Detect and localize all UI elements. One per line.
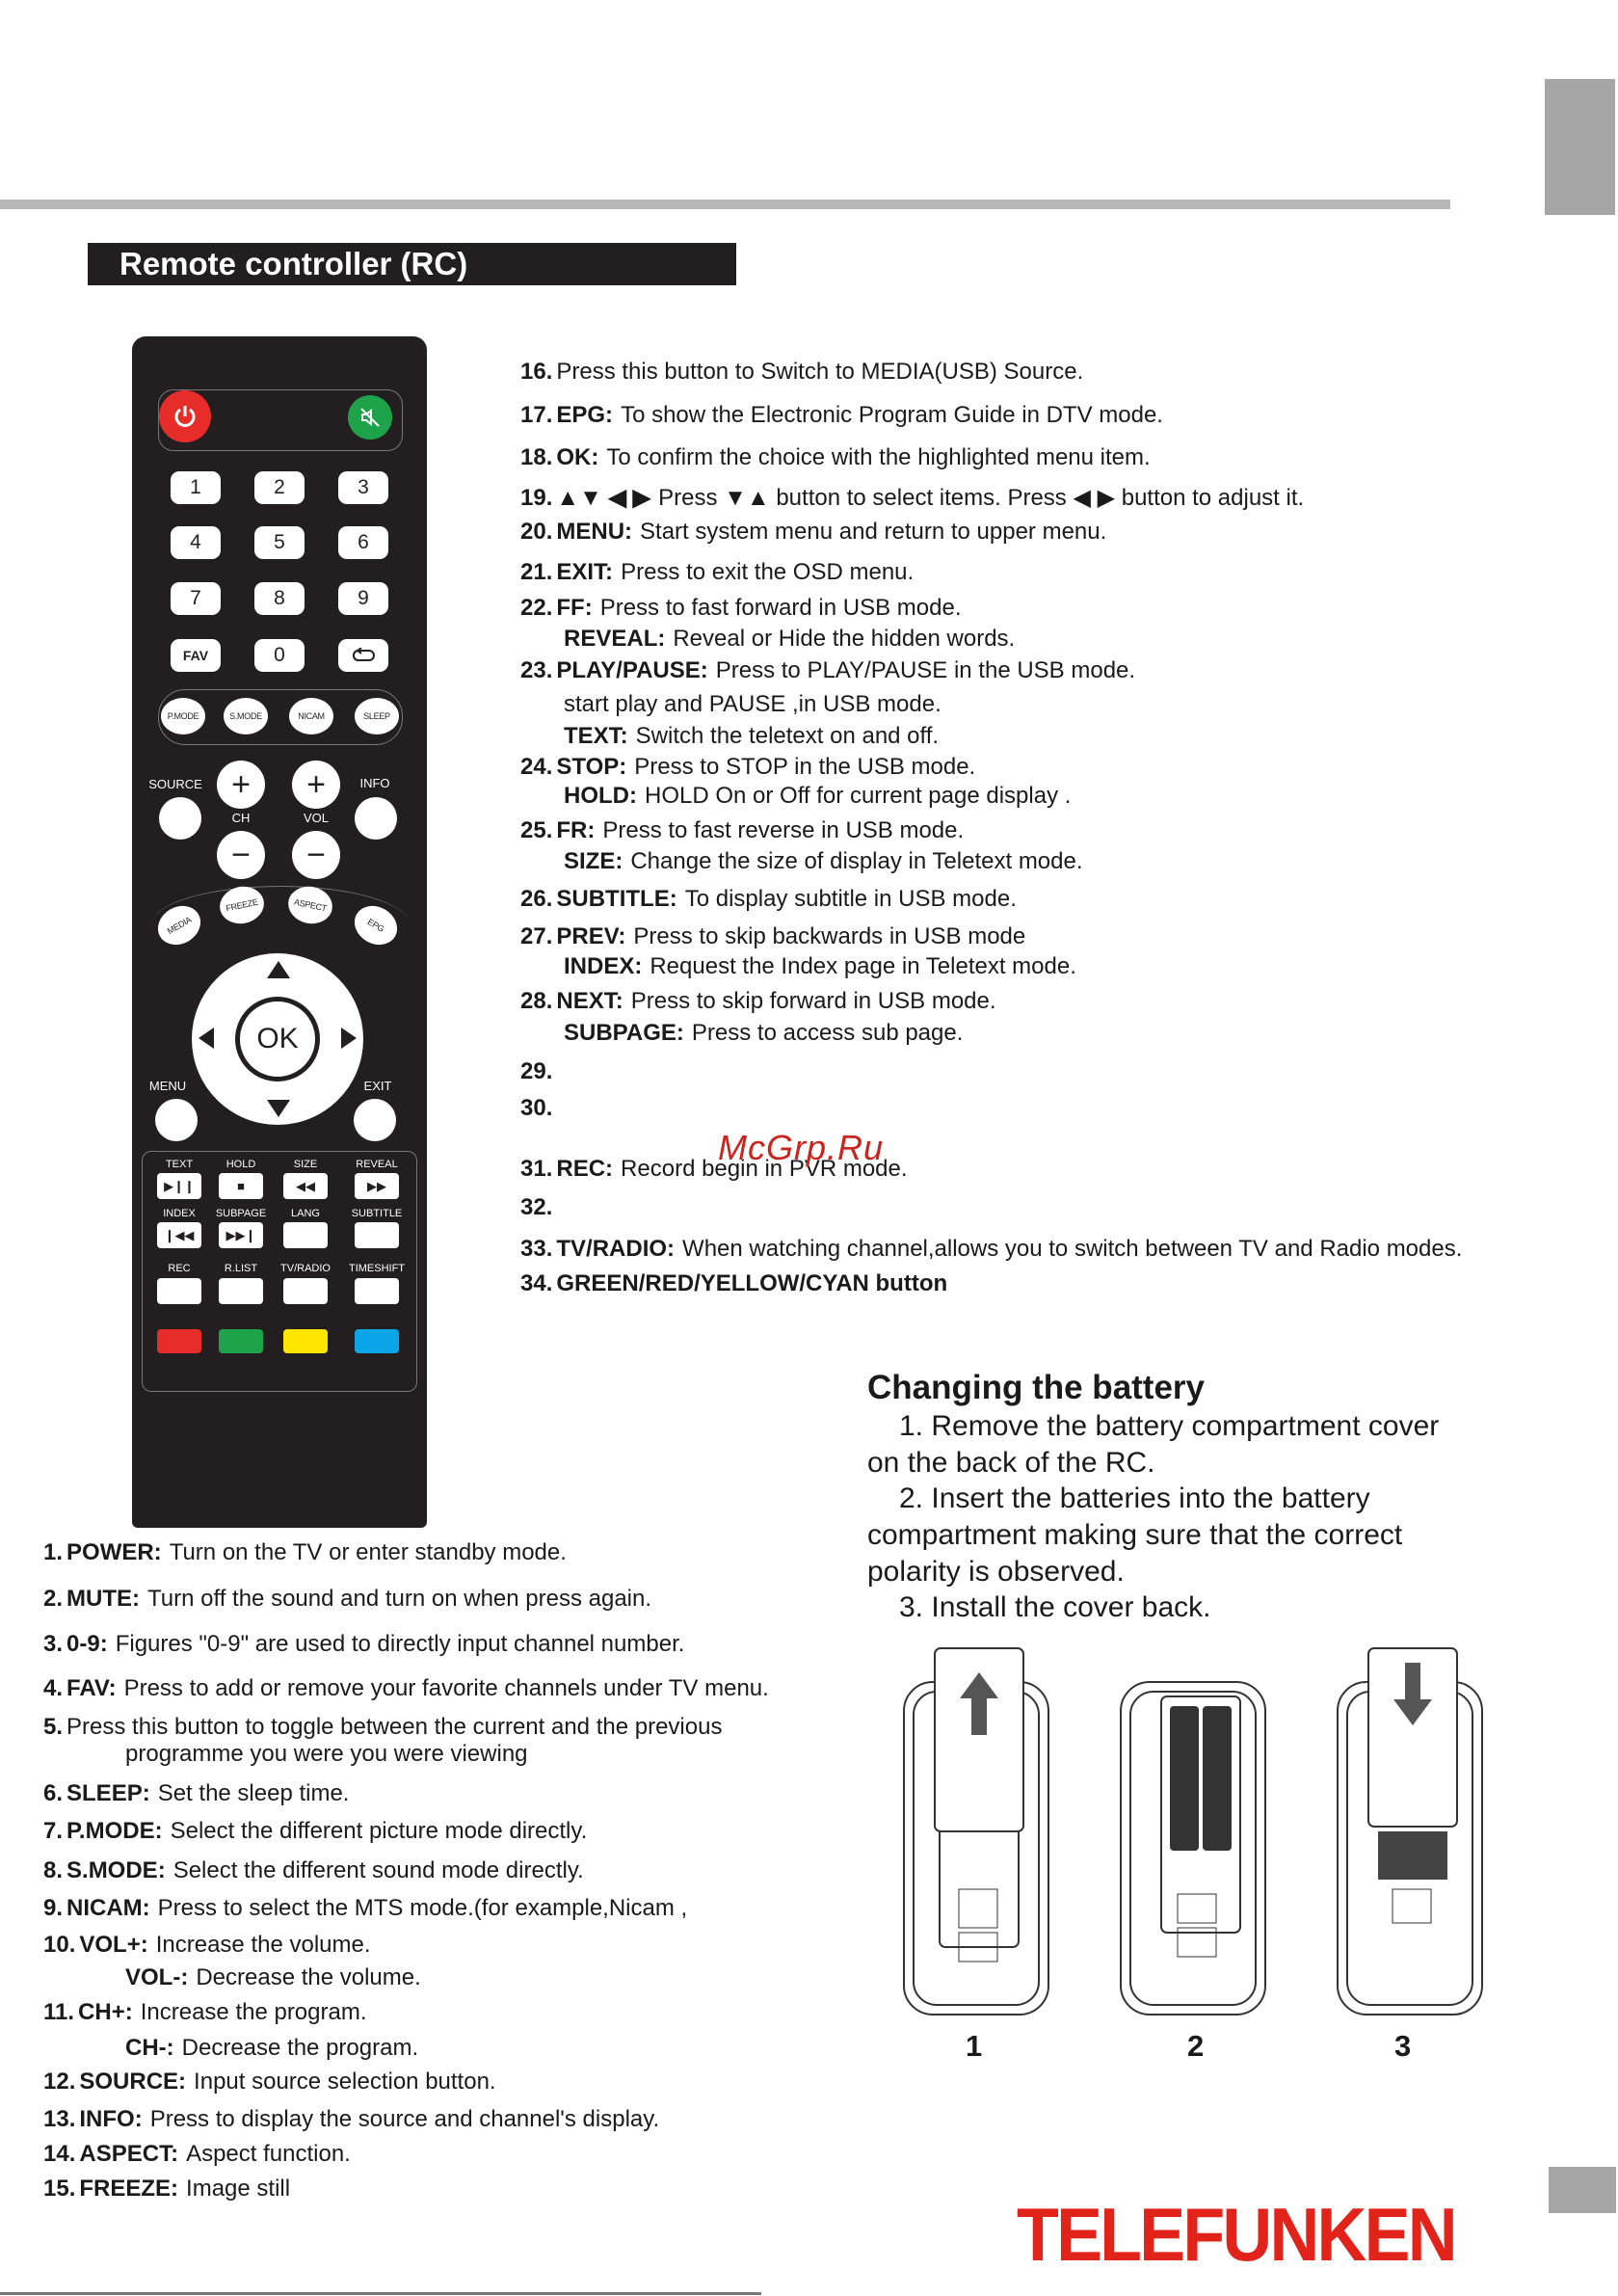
item-key: GREEN/RED/YELLOW/CYAN button: [556, 1270, 948, 1296]
item-number: 34.: [520, 1270, 553, 1296]
section-tab: [1545, 79, 1615, 215]
tvradio-button: [283, 1278, 328, 1304]
item-desc: Press to STOP in the USB mode.: [634, 754, 976, 780]
skip-back-icon: ❙◀◀: [164, 1227, 195, 1242]
right-list-item: [520, 817, 964, 844]
timeshift-label: TIMESHIFT: [348, 1263, 406, 1274]
item-desc: Image still: [186, 2176, 291, 2202]
fast-forward-icon: ▶▶: [367, 1178, 386, 1193]
item-number: 28.: [520, 988, 553, 1014]
item-key: SUBTITLE:: [556, 886, 677, 912]
freeze-button: FREEZE: [217, 883, 268, 928]
right-list-item: [564, 848, 1083, 875]
battery-line: 3. Install the cover back.: [899, 1591, 1211, 1623]
item-desc: To confirm the choice with the highlighted menu item.: [606, 444, 1151, 470]
right-list-item: [564, 953, 1076, 980]
item-number: 12.: [43, 2069, 76, 2095]
left-list-item: [43, 2176, 290, 2203]
item-number: 27.: [520, 923, 553, 949]
left-list-item: [43, 1675, 769, 1702]
item-number: 14.: [43, 2141, 76, 2167]
right-list-item: [564, 783, 1071, 810]
vol-down-button: −: [292, 831, 340, 879]
item-number: 29.: [520, 1058, 553, 1084]
item-key: ▲▼ ◀ ▶: [556, 485, 651, 511]
item-key: FR:: [556, 817, 596, 843]
item-key: FF:: [556, 595, 593, 621]
key-6: 6: [338, 526, 388, 559]
item-desc: Press to exit the OSD menu.: [621, 559, 915, 585]
item-desc: Press to display the source and channel's display.: [149, 2106, 660, 2132]
item-number: 13.: [43, 2106, 76, 2132]
rewind-icon: ◀◀: [296, 1178, 315, 1193]
item-desc: HOLD On or Off for current page display .: [644, 783, 1072, 809]
item-number: 19.: [520, 485, 553, 511]
tvradio-label: TV/RADIO: [280, 1263, 331, 1274]
battery-line: 2. Insert the batteries into the battery: [899, 1482, 1370, 1514]
item-desc: Press to skip backwards in USB mode: [633, 923, 1026, 949]
item-number: 18.: [520, 444, 553, 470]
item-desc: programme you were you were viewing: [125, 1741, 528, 1767]
play-pause-button: [157, 1173, 201, 1199]
item-number: 32.: [520, 1194, 553, 1220]
item-key: INFO:: [79, 2106, 143, 2132]
watermark: McGrp.Ru: [718, 1128, 885, 1167]
info-label: INFO: [359, 776, 390, 790]
remote-illustration: [132, 336, 427, 1528]
battery-title: Changing the battery: [867, 1369, 1206, 1406]
item-desc: Press this button to Switch to MEDIA(USB) Source.: [556, 359, 1084, 385]
timeshift-button: [355, 1278, 399, 1304]
item-number: 1.: [43, 1539, 64, 1565]
key-0: 0: [254, 639, 305, 672]
exit-button: [354, 1099, 396, 1141]
item-desc: Reveal or Hide the hidden words.: [673, 626, 1016, 652]
right-list-item: [520, 359, 1083, 386]
battery-figure-1: [904, 1648, 1048, 2015]
right-list-item: [520, 1270, 955, 1297]
mute-icon: [358, 406, 382, 429]
item-desc: Select the different sound mode directly.: [172, 1857, 584, 1883]
item-key: CH-:: [125, 2035, 174, 2061]
text-label: TEXT: [165, 1159, 194, 1170]
right-arrow-icon: [341, 1028, 357, 1049]
item-desc: Set the sleep time.: [157, 1780, 350, 1806]
right-list-item: [520, 754, 975, 781]
size-label: SIZE: [293, 1159, 318, 1170]
right-list-item: [520, 886, 1017, 913]
right-list-item: [564, 626, 1015, 653]
item-desc: Turn off the sound and turn on when press again.: [147, 1586, 652, 1612]
item-number: 17.: [520, 402, 553, 428]
item-key: SIZE:: [564, 848, 623, 874]
left-arrow-icon: [199, 1028, 214, 1049]
lang-label: LANG: [291, 1208, 320, 1219]
fav-button: FAV: [171, 639, 221, 672]
left-list-item: [43, 1895, 687, 1922]
key-7: 7: [171, 582, 221, 615]
hold-label: HOLD: [225, 1159, 256, 1170]
item-number: 11.: [43, 1999, 75, 2025]
page-title: Remote controller (RC): [88, 243, 736, 285]
item-key: NICAM:: [66, 1895, 150, 1921]
battery-figure-3: [1338, 1648, 1482, 2015]
vol-up-button: +: [292, 761, 340, 809]
right-list-item: [520, 1236, 1462, 1263]
right-list-item: [520, 595, 962, 622]
item-desc: Press this button to toggle between the current and the previous: [66, 1714, 723, 1740]
item-number: 21.: [520, 559, 553, 585]
rec-button: [157, 1278, 201, 1304]
item-number: 6.: [43, 1780, 64, 1806]
item-key: INDEX:: [564, 953, 643, 979]
item-desc: Increase the volume.: [155, 1932, 371, 1958]
item-key: MENU:: [556, 519, 633, 545]
index-label: INDEX: [163, 1208, 196, 1219]
yellow-button: [283, 1329, 328, 1353]
stop-button: [219, 1173, 263, 1199]
right-list-item: [564, 723, 939, 750]
epg-button: EPG: [348, 898, 405, 952]
battery-figure-2: [1121, 1682, 1265, 2015]
item-key: REC:: [556, 1156, 614, 1182]
ch-up-button: +: [217, 761, 265, 809]
menu-label: MENU: [148, 1079, 187, 1093]
reveal-label: REVEAL: [356, 1159, 398, 1170]
right-list-item: [520, 402, 1163, 429]
item-number: 22.: [520, 595, 553, 621]
item-number: 26.: [520, 886, 553, 912]
item-desc: Press to access sub page.: [691, 1020, 964, 1046]
battery-line: polarity is observed.: [867, 1556, 1125, 1588]
item-number: 2.: [43, 1586, 64, 1612]
item-desc: Press to fast reverse in USB mode.: [602, 817, 965, 843]
item-number: 3.: [43, 1631, 64, 1657]
key-5: 5: [254, 526, 305, 559]
rewind-button: [283, 1173, 328, 1199]
down-arrow-icon: [267, 1100, 290, 1117]
item-number: 30.: [520, 1095, 553, 1121]
item-key: EXIT:: [556, 559, 614, 585]
rlist-label: R.LIST: [224, 1263, 258, 1274]
footer-tab: [1549, 2167, 1616, 2213]
item-number: 7.: [43, 1818, 64, 1844]
right-list-item: [520, 1194, 556, 1221]
ch-down-button: −: [217, 831, 265, 879]
item-number: 16.: [520, 359, 553, 385]
subtitle-button: [355, 1222, 399, 1248]
item-desc: Start system menu and return to upper menu.: [640, 519, 1107, 545]
right-list-item: [520, 1095, 556, 1122]
item-key: TEXT:: [564, 723, 628, 749]
left-list-item: [43, 1780, 349, 1807]
exit-label: EXIT: [363, 1079, 392, 1093]
item-desc: To display subtitle in USB mode.: [684, 886, 1017, 912]
battery-line: compartment making sure that the correct: [867, 1519, 1403, 1551]
item-desc: Press to add or remove your favorite channels under TV menu.: [123, 1675, 769, 1701]
item-desc: Press to fast forward in USB mode.: [599, 595, 962, 621]
figure-label: 1: [966, 2029, 983, 2063]
item-desc: To show the Electronic Program Guide in DTV mode.: [621, 402, 1163, 428]
item-number: 9.: [43, 1895, 64, 1921]
item-desc: Turn on the TV or enter standby mode.: [169, 1539, 567, 1565]
sleep-button: SLEEP: [355, 698, 399, 734]
battery-line: on the back of the RC.: [867, 1447, 1155, 1479]
left-list-item: [43, 1631, 684, 1658]
item-key: HOLD:: [564, 783, 637, 809]
right-list-item: [564, 691, 942, 718]
aspect-button: ASPECT: [285, 883, 336, 928]
item-key: MUTE:: [66, 1586, 140, 1612]
item-key: SLEEP:: [66, 1780, 150, 1806]
key-8: 8: [254, 582, 305, 615]
battery-figures: [896, 1639, 1513, 2024]
item-number: 20.: [520, 519, 553, 545]
subpage-label: SUBPAGE: [215, 1208, 267, 1219]
key-2: 2: [254, 471, 305, 504]
info-button: [355, 797, 397, 840]
prev-button: [157, 1222, 201, 1248]
key-4: 4: [171, 526, 221, 559]
media-button: MEDIA: [151, 898, 208, 952]
key-1: 1: [171, 471, 221, 504]
subtitle-label: SUBTITLE: [351, 1208, 403, 1219]
rec-label: REC: [168, 1263, 191, 1274]
battery-line: 1. Remove the battery compartment cover: [899, 1410, 1440, 1442]
play-pause-icon: ▶❙❙: [164, 1178, 195, 1193]
item-key: OK:: [556, 444, 599, 470]
item-key: 0-9:: [66, 1631, 108, 1657]
skip-forward-icon: ▶▶❙: [225, 1227, 256, 1242]
green-button: [219, 1329, 263, 1353]
next-button: [219, 1222, 263, 1248]
pmode-button: P.MODE: [161, 698, 205, 734]
item-desc: When watching channel,allows you to switch between TV and Radio modes.: [682, 1236, 1463, 1262]
item-key: VOL+:: [79, 1932, 148, 1958]
power-icon: [172, 403, 199, 430]
item-desc: Decrease the volume.: [196, 1964, 421, 1990]
left-list-item: [43, 2069, 496, 2096]
lang-button: [283, 1222, 328, 1248]
smode-button: S.MODE: [224, 698, 268, 734]
item-number: 10.: [43, 1932, 76, 1958]
item-desc: start play and PAUSE ,in USB mode.: [564, 691, 942, 717]
source-label: SOURCE: [148, 777, 202, 791]
figure-label: 2: [1187, 2029, 1205, 2063]
item-desc: Figures "0-9" are used to directly input channel number.: [115, 1631, 685, 1657]
item-key: EPG:: [556, 402, 614, 428]
item-key: S.MODE:: [66, 1857, 166, 1883]
rlist-button: [219, 1278, 263, 1304]
item-number: 23.: [520, 657, 553, 683]
right-list-item: [520, 923, 1025, 950]
left-list-item: [43, 1539, 567, 1566]
right-list-item: [520, 484, 1304, 512]
item-number: 5.: [43, 1714, 64, 1740]
item-key: REVEAL:: [564, 626, 666, 652]
left-list-item: [43, 2141, 351, 2168]
figure-label: 3: [1394, 2029, 1412, 2063]
left-list-item: [43, 1714, 722, 1741]
power-button: [159, 390, 211, 442]
item-key: CH+:: [78, 1999, 133, 2025]
item-desc: Request the Index page in Teletext mode.: [650, 953, 1076, 979]
key-9: 9: [338, 582, 388, 615]
left-list-item: [125, 1741, 528, 1768]
item-key: TV/RADIO:: [556, 1236, 676, 1262]
item-number: 33.: [520, 1236, 553, 1262]
cyan-button: [355, 1329, 399, 1353]
recall-button: [338, 639, 388, 672]
item-number: 25.: [520, 817, 553, 843]
item-key: POWER:: [66, 1539, 162, 1565]
vol-label: VOL: [303, 811, 329, 825]
left-list-item: [43, 2106, 659, 2133]
fast-forward-button: [355, 1173, 399, 1199]
item-key: PLAY/PAUSE:: [556, 657, 708, 683]
ok-button: OK: [240, 1001, 315, 1077]
up-arrow-icon: [267, 961, 290, 978]
left-list-item: [43, 1857, 584, 1884]
brand-logo: TELEFUNKEN: [1017, 2192, 1455, 2277]
right-list-item: [520, 519, 1106, 546]
item-key: FAV:: [66, 1675, 117, 1701]
item-desc: Increase the program.: [140, 1999, 367, 2025]
item-desc: Decrease the program.: [181, 2035, 419, 2061]
item-key: VOL-:: [125, 1964, 189, 1990]
item-key: PREV:: [556, 923, 626, 949]
left-list-item: [125, 2035, 418, 2062]
item-number: 15.: [43, 2176, 76, 2202]
item-desc: Input source selection button.: [194, 2069, 496, 2095]
right-list-item: [564, 1020, 963, 1047]
item-desc: Record begin in PVR mode.: [621, 1156, 908, 1182]
mute-button: [348, 395, 392, 440]
item-desc: Press to skip forward in USB mode.: [630, 988, 996, 1014]
item-key: ASPECT:: [79, 2141, 179, 2167]
red-button: [157, 1329, 201, 1353]
left-list-item: [43, 1586, 651, 1613]
item-number: 4.: [43, 1675, 64, 1701]
item-desc: Select the different picture mode directly.: [170, 1818, 588, 1844]
stop-icon: ■: [237, 1179, 245, 1193]
source-button: [159, 797, 201, 840]
right-list-item: [520, 559, 914, 586]
item-key: SOURCE:: [79, 2069, 187, 2095]
item-key: STOP:: [556, 754, 627, 780]
key-3: 3: [338, 471, 388, 504]
item-number: 31.: [520, 1156, 553, 1182]
left-list-item: [43, 1999, 367, 2026]
left-list-item: [125, 1964, 421, 1991]
nicam-button: NICAM: [289, 698, 333, 734]
item-key: FREEZE:: [79, 2176, 179, 2202]
right-list-item: [520, 444, 1151, 471]
item-desc: Press ▼▲ button to select items. Press ◀ ▶ button to adjust it.: [658, 485, 1305, 511]
item-desc: Aspect function.: [186, 2141, 351, 2167]
item-key: SUBPAGE:: [564, 1020, 684, 1046]
header-rule: [0, 200, 1450, 209]
item-desc: Switch the teletext on and off.: [635, 723, 940, 749]
left-list-item: [43, 1818, 587, 1845]
item-desc: Change the size of display in Teletext mode.: [630, 848, 1083, 874]
left-list-item: [43, 1932, 371, 1959]
right-list-item: [520, 1058, 556, 1085]
recall-icon: [351, 648, 376, 663]
item-key: P.MODE:: [66, 1818, 163, 1844]
item-number: 8.: [43, 1857, 64, 1883]
item-number: 24.: [520, 754, 553, 780]
menu-button: [155, 1099, 198, 1141]
item-desc: Press to PLAY/PAUSE in the USB mode.: [715, 657, 1136, 683]
right-list-item: [520, 988, 996, 1015]
footer-rule: [0, 2292, 761, 2295]
item-key: NEXT:: [556, 988, 623, 1014]
item-desc: Press to select the MTS mode.(for example,Nicam ,: [157, 1895, 688, 1921]
ch-label: CH: [231, 811, 251, 825]
right-list-item: [520, 657, 1135, 684]
